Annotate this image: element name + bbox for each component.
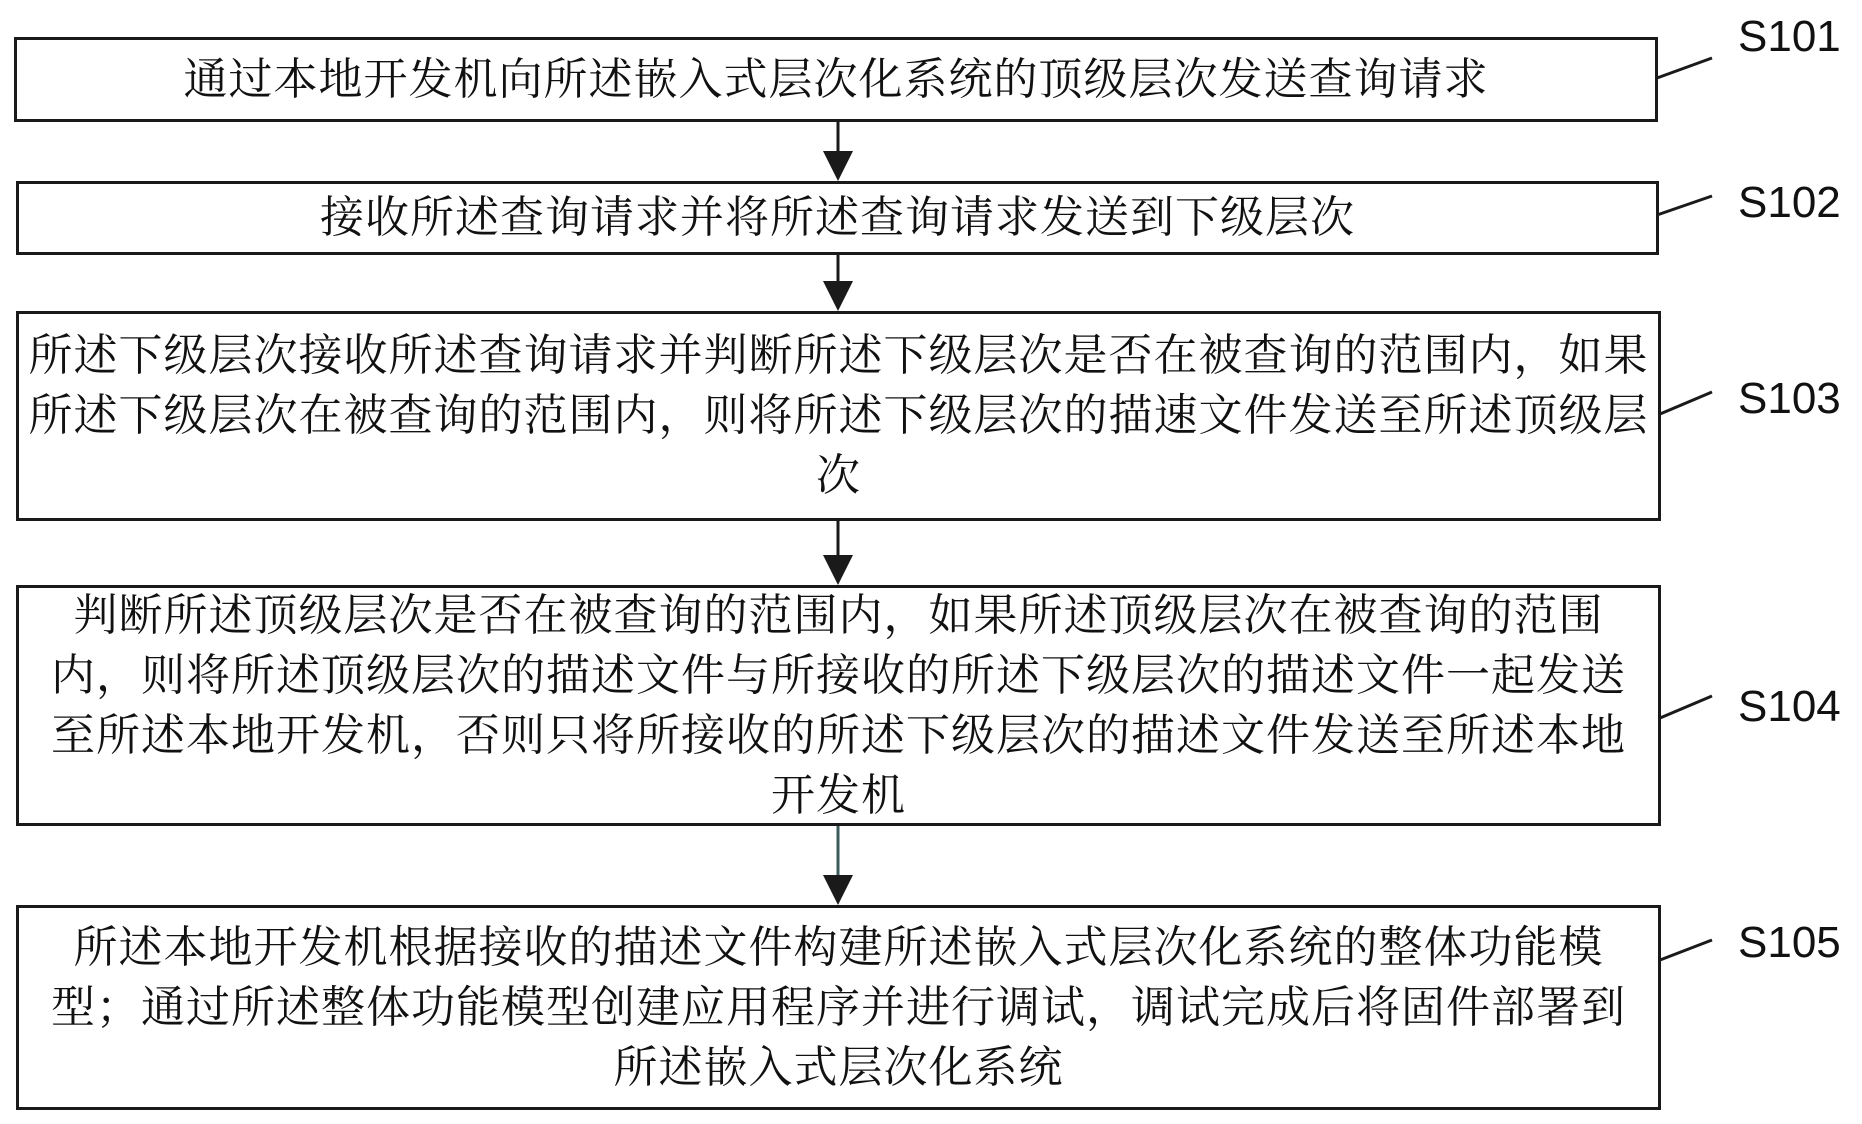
step-box-s103 (16, 311, 1661, 521)
step-label-s104: S104 (1738, 682, 1841, 731)
leader-s104 (1660, 696, 1712, 718)
step-box-s104 (16, 585, 1661, 826)
step-label-s101: S101 (1738, 12, 1841, 61)
step-text-s103: 所述下级层次接收所述查询请求并判断所述下级层次是否在被查询的范围内，如果所述下级层次在被查询的范围内，则将所述下级层次的描速文件发送至所述顶级层次 (28, 330, 1649, 501)
step-box-s105 (16, 905, 1661, 1110)
step-label-s102: S102 (1738, 178, 1841, 227)
step-box-s102 (16, 181, 1659, 255)
step-box-s101 (14, 37, 1658, 122)
leader-s105 (1660, 940, 1712, 960)
step-text-s104: 判断所述顶级层次是否在被查询的范围内，如果所述顶级层次在被查询的范围内，则将所述顶级层次的描述文件与所接收的所述下级层次的描述文件一起发送至所述本地开发机，否则只将所接收的所述下级层次的描述文件发送至所述本地开发机 (51, 589, 1626, 821)
step-label-s105: S105 (1738, 918, 1841, 967)
leader-s101 (1657, 58, 1712, 78)
step-text-s102: 接收所述查询请求并将所述查询请求发送到下级层次 (320, 192, 1355, 243)
step-text-s101: 通过本地开发机向所述嵌入式层次化系统的顶级层次发送查询请求 (183, 53, 1489, 105)
leader-s102 (1657, 196, 1712, 215)
step-text-s105: 所述本地开发机根据接收的描述文件构建所述嵌入式层次化系统的整体功能模型；通过所述整体功能模型创建应用程序并进行调试，调试完成后将固件部署到所述嵌入式层次化系统 (51, 921, 1626, 1093)
leader-s103 (1660, 392, 1712, 414)
step-label-s103: S103 (1738, 374, 1841, 423)
